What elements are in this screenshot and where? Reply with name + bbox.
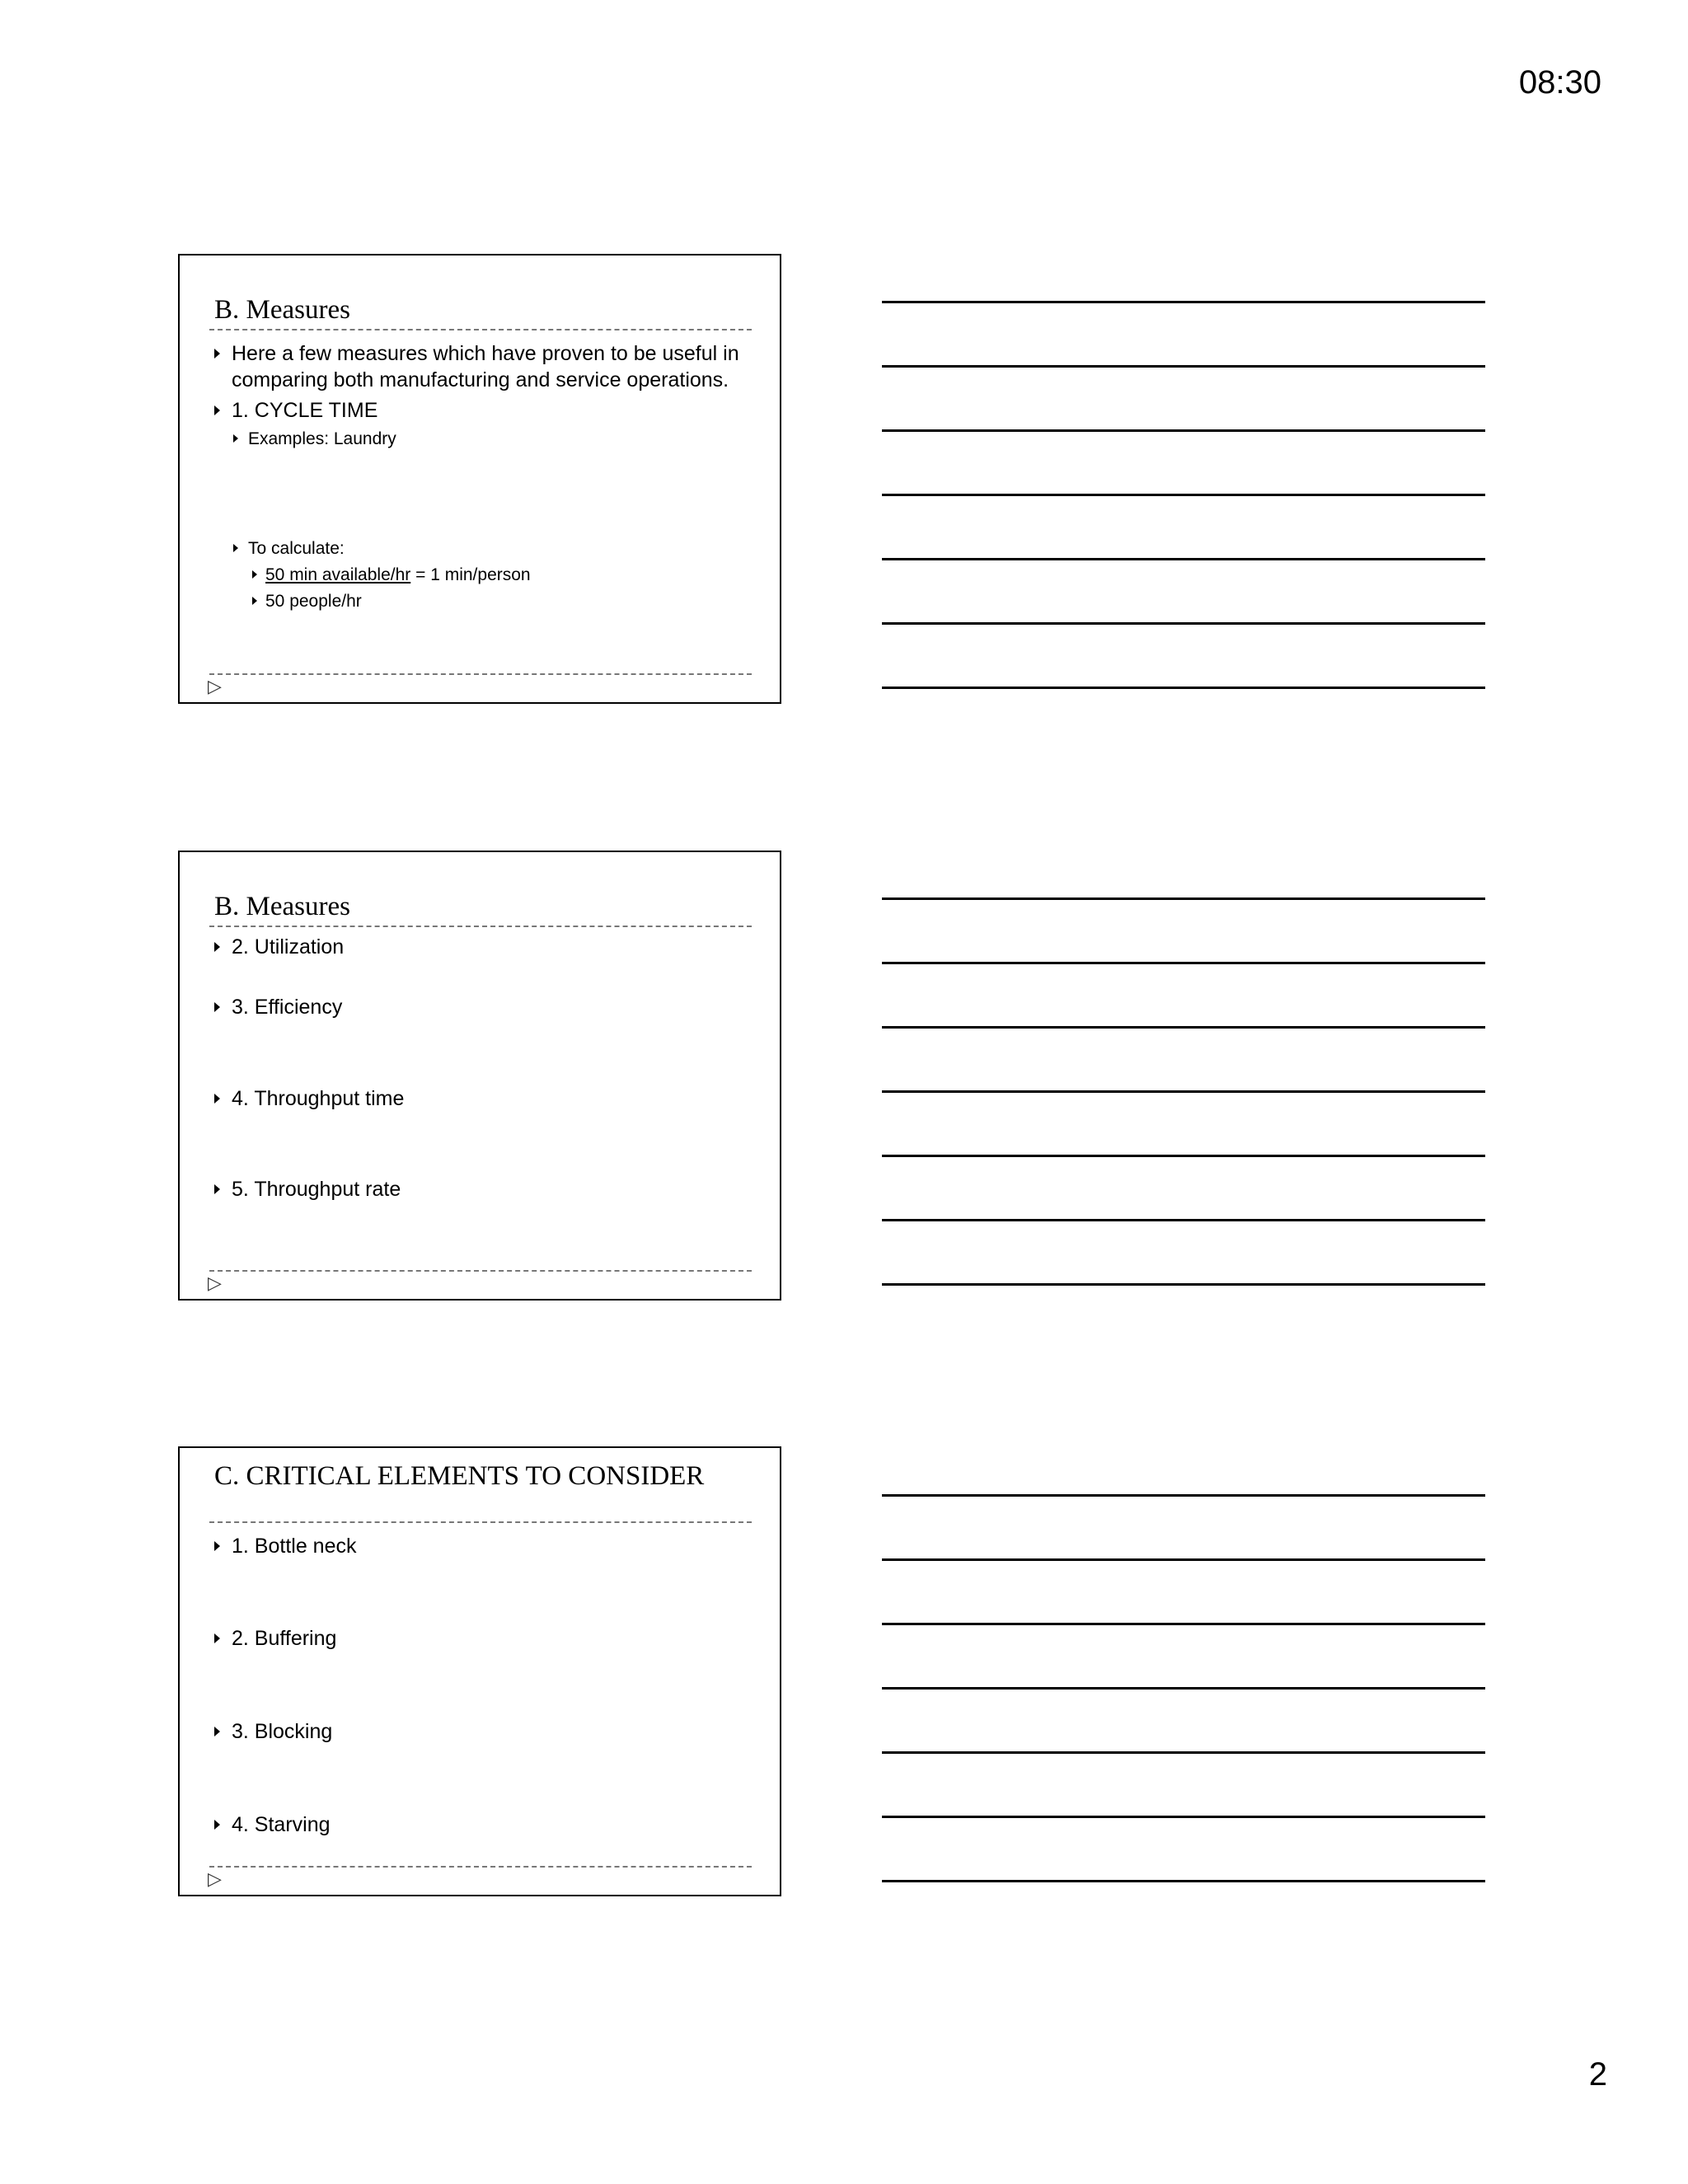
- bullet-text: Here a few measures which have proven to be useful in comparing both manufacturing and service operations.: [232, 342, 739, 391]
- bullet-arrow-icon: [214, 1820, 220, 1830]
- slide-3: [178, 1446, 781, 1896]
- header-time: 08:30: [1518, 64, 1601, 101]
- bullet-text: 3. Blocking: [232, 1720, 333, 1743]
- bullet-item: [214, 1718, 332, 1745]
- bullet-arrow-icon: [252, 597, 257, 605]
- sub-bullet-item: [233, 537, 345, 560]
- bullet-item: [214, 934, 344, 960]
- notes-line: [882, 301, 1485, 303]
- bullet-arrow-icon: [214, 405, 220, 415]
- notes-line: [882, 1816, 1485, 1818]
- footer-divider: [209, 1270, 752, 1272]
- calc-underlined-text: 50 min available/hr: [265, 565, 411, 584]
- bullet-text: 4. Starving: [232, 1813, 331, 1836]
- bullet-text: 2. Buffering: [232, 1627, 337, 1650]
- bullet-item: [214, 397, 377, 424]
- notes-line: [882, 1026, 1485, 1029]
- bullet-arrow-icon: [233, 544, 238, 552]
- notes-line: [882, 365, 1485, 368]
- notes-line: [882, 1623, 1485, 1625]
- notes-line: [882, 687, 1485, 689]
- bullet-item: [214, 1625, 336, 1652]
- bullet-arrow-icon: [214, 1541, 220, 1551]
- bullet-arrow-icon: [214, 1002, 220, 1012]
- bullet-arrow-icon: [214, 349, 220, 359]
- triangle-outline-icon: ▷: [208, 1868, 222, 1889]
- sub-bullet-text: To calculate:: [248, 539, 345, 558]
- bullet-text: 2. Utilization: [232, 935, 345, 958]
- slide-title: B. Measures: [214, 295, 350, 325]
- notes-line: [882, 1155, 1485, 1157]
- bullet-arrow-icon: [233, 434, 238, 443]
- footer-divider: [209, 1866, 752, 1868]
- notes-line: [882, 1751, 1485, 1754]
- triangle-outline-icon: ▷: [208, 1272, 222, 1293]
- notes-line: [882, 622, 1485, 625]
- bullet-text: 1. CYCLE TIME: [232, 399, 378, 422]
- notes-line: [882, 1090, 1485, 1093]
- notes-line: [882, 429, 1485, 432]
- bullet-arrow-icon: [214, 1633, 220, 1643]
- bullet-arrow-icon: [214, 942, 220, 952]
- bullet-item: [214, 1085, 404, 1112]
- bullet-arrow-icon: [214, 1184, 220, 1194]
- title-divider: [209, 1521, 752, 1523]
- bullet-arrow-icon: [214, 1727, 220, 1736]
- bullet-item: [214, 1533, 356, 1559]
- title-divider: [209, 926, 752, 927]
- bullet-item: [214, 340, 743, 393]
- notes-line: [882, 1283, 1485, 1286]
- notes-line: [882, 1880, 1485, 1882]
- bullet-arrow-icon: [214, 1094, 220, 1104]
- calc-line-2: [252, 590, 362, 613]
- notes-line: [882, 1687, 1485, 1690]
- notes-line: [882, 494, 1485, 496]
- sub-bullet-text: Examples: Laundry: [248, 429, 396, 448]
- bullet-item: [214, 1176, 401, 1202]
- bullet-item: [214, 1811, 331, 1838]
- bullet-text: 1. Bottle neck: [232, 1535, 357, 1558]
- notes-line: [882, 1558, 1485, 1561]
- notes-line: [882, 898, 1485, 900]
- calc-line-1: [252, 564, 531, 587]
- notes-line: [882, 962, 1485, 964]
- page-number: 2: [1588, 2056, 1607, 2093]
- bullet-item: [214, 994, 342, 1020]
- notes-line: [882, 1219, 1485, 1221]
- bullet-text: 4. Throughput time: [232, 1087, 405, 1110]
- slide-2: [178, 851, 781, 1301]
- footer-divider: [209, 673, 752, 675]
- bullet-text: 3. Efficiency: [232, 996, 343, 1019]
- calc-text: 50 people/hr: [265, 592, 362, 611]
- slide-1: [178, 254, 781, 704]
- slide-title: B. Measures: [214, 892, 350, 921]
- notes-line: [882, 558, 1485, 560]
- title-divider: [209, 329, 752, 330]
- notes-line: [882, 1494, 1485, 1497]
- slide-title: C. CRITICAL ELEMENTS TO CONSIDER: [214, 1461, 705, 1491]
- bullet-text: 5. Throughput rate: [232, 1178, 401, 1201]
- sub-bullet-item: [233, 428, 396, 451]
- bullet-arrow-icon: [252, 570, 257, 579]
- calc-rest-text: = 1 min/person: [410, 565, 531, 584]
- triangle-outline-icon: ▷: [208, 676, 222, 696]
